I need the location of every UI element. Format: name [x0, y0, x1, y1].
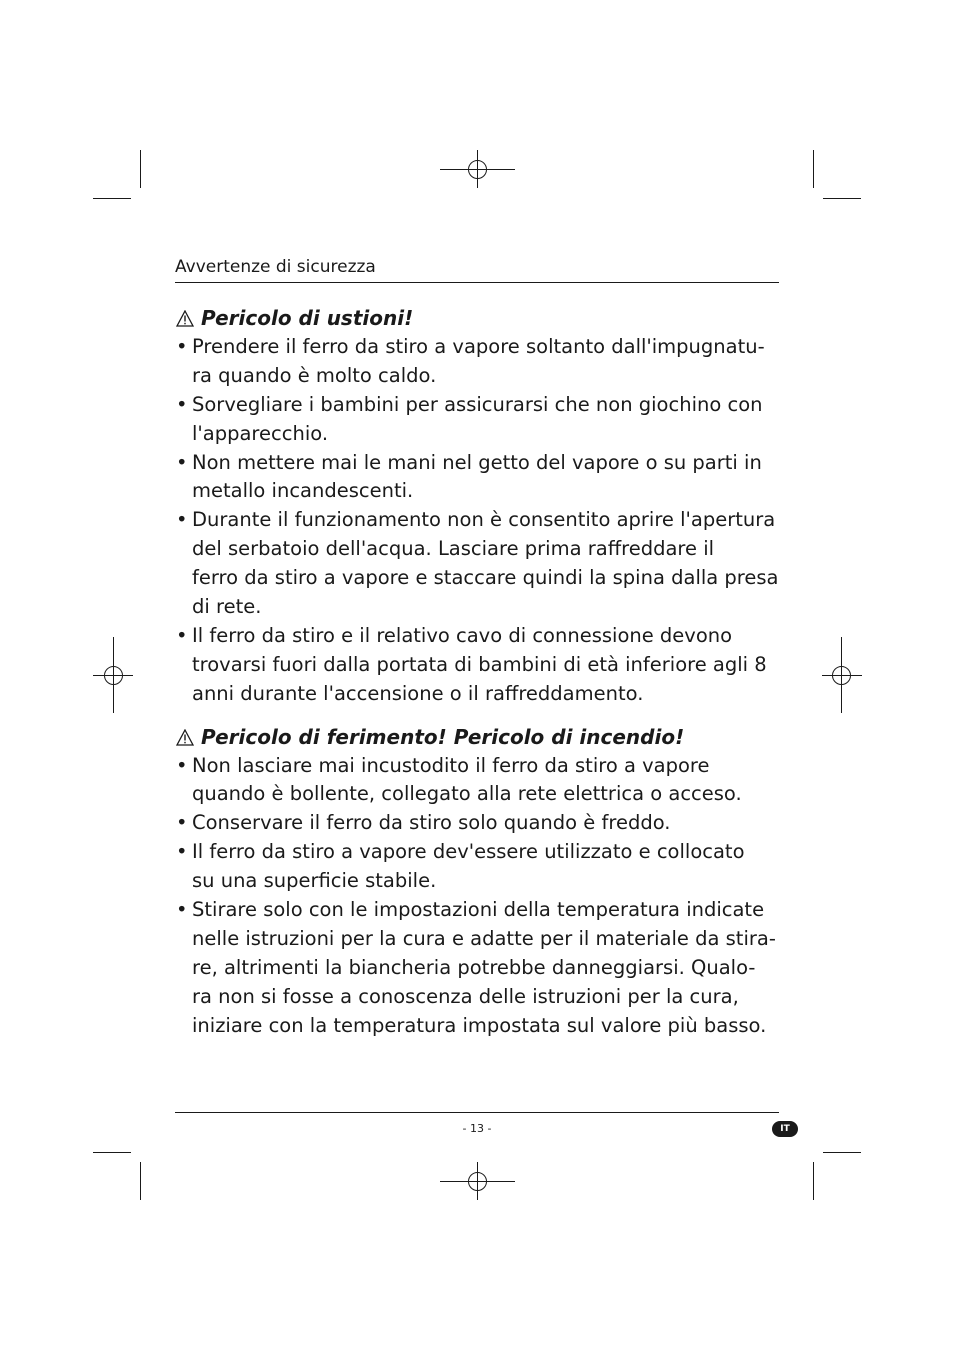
section-title [176, 723, 782, 752]
list-item: • Il ferro da stiro a vapore dev'essere utilizzato e collocato su una superficie stabile. [176, 838, 782, 896]
page-number: - 13 - [462, 1122, 492, 1135]
section-injury-fire-hazard [176, 723, 782, 1041]
line: ferro da stiro a vapore e staccare quindi la spina dalla presa [192, 566, 779, 590]
warning-triangle-icon [176, 729, 194, 746]
line: ra non si fosse a conoscenza delle istruzioni per la cura, [192, 984, 739, 1008]
line: trovarsi fuori dalla portata di bambini di età inferiore agli 8 [192, 652, 767, 676]
warning-list [176, 752, 782, 1041]
warning-triangle-icon [176, 310, 194, 327]
list-item: • Conservare il ferro da stiro solo quando è freddo. [176, 809, 782, 838]
page-content [176, 304, 782, 1041]
line: Sorvegliare i bambini per assicurarsi che non giochino con [192, 392, 763, 416]
line: Il ferro da stiro a vapore dev'essere utilizzato e collocato [192, 840, 745, 864]
line: l'apparecchio. [192, 421, 329, 445]
line: metallo incandescenti. [192, 479, 414, 503]
section-title [176, 304, 782, 333]
list-item: • Stirare solo con le impostazioni della temperatura indicate nelle istruzioni per la cura e adatte per il materiale da stira- re, altrimenti la biancheria potrebbe danneggiarsi. Qualo- ra non si fosse a conoscenza delle istruzioni per la cura, iniziare con la temperatura impostata sul valore più basso. [176, 896, 782, 1041]
line: Non mettere mai le mani nel getto del vapore o su parti in [192, 450, 762, 474]
line: iniziare con la temperatura impostata sul valore più basso. [192, 1013, 767, 1037]
line: Durante il funzionamento non è consentito aprire l'apertura [192, 508, 776, 532]
section-title-text: Pericolo di ferimento! Pericolo di incendio! [201, 724, 685, 749]
line: re, altrimenti la biancheria potrebbe danneggiarsi. Qualo- [192, 955, 756, 979]
line: anni durante l'accensione o il raffreddamento. [192, 681, 644, 705]
running-header [175, 256, 779, 283]
line: Prendere il ferro da stiro a vapore soltanto dall'impugnatu- [192, 334, 765, 358]
section-title-text: Pericolo di ustioni! [201, 306, 414, 330]
line: nelle istruzioni per la cura e adatte per il materiale da stira- [192, 927, 776, 950]
line: del serbatoio dell'acqua. Lasciare prima raffreddare il [192, 537, 715, 561]
list-item: • Non lasciare mai incustodito il ferro da stiro a vapore quando è bollente, collegato alla rete elettrica o acceso. [176, 752, 782, 810]
line: quando è bollente, collegato alla rete elettrica o acceso. [192, 782, 742, 806]
line: su una superficie stabile. [192, 869, 437, 893]
line: Il ferro da stiro e il relativo cavo di connessione devono [192, 623, 733, 647]
line: Non lasciare mai incustodito il ferro da stiro a vapore [192, 753, 710, 777]
header-title: Avvertenze di sicurezza [175, 257, 376, 277]
section-burn-hazard [176, 304, 782, 709]
language-badge: IT [772, 1121, 798, 1137]
line: Conservare il ferro da stiro solo quando è freddo. [192, 811, 671, 835]
line: Stirare solo con le impostazioni della temperatura indicate [192, 898, 765, 922]
list-item: • Il ferro da stiro e il relativo cavo di connessione devono trovarsi fuori dalla portata di bambini di età inferiore agli 8 anni durante l'accensione o il raffreddamento. [176, 622, 782, 709]
list-item: • Durante il funzionamento non è consentito aprire l'apertura del serbatoio dell'acqua. Lasciare prima raffreddare il ferro da stiro a vapore e staccare quindi la spina dalla presa di rete. [176, 506, 782, 622]
list-item: • Sorvegliare i bambini per assicurarsi che non giochino con l'apparecchio. [176, 391, 782, 449]
list-item: • Non mettere mai le mani nel getto del vapore o su parti in metallo incandescenti. [176, 449, 782, 507]
footer-rule [175, 1112, 779, 1113]
line: ra quando è molto caldo. [192, 363, 437, 387]
list-item: • Prendere il ferro da stiro a vapore soltanto dall'impugnatu- ra quando è molto caldo. [176, 333, 782, 391]
line: di rete. [192, 595, 262, 619]
warning-list [176, 333, 782, 709]
